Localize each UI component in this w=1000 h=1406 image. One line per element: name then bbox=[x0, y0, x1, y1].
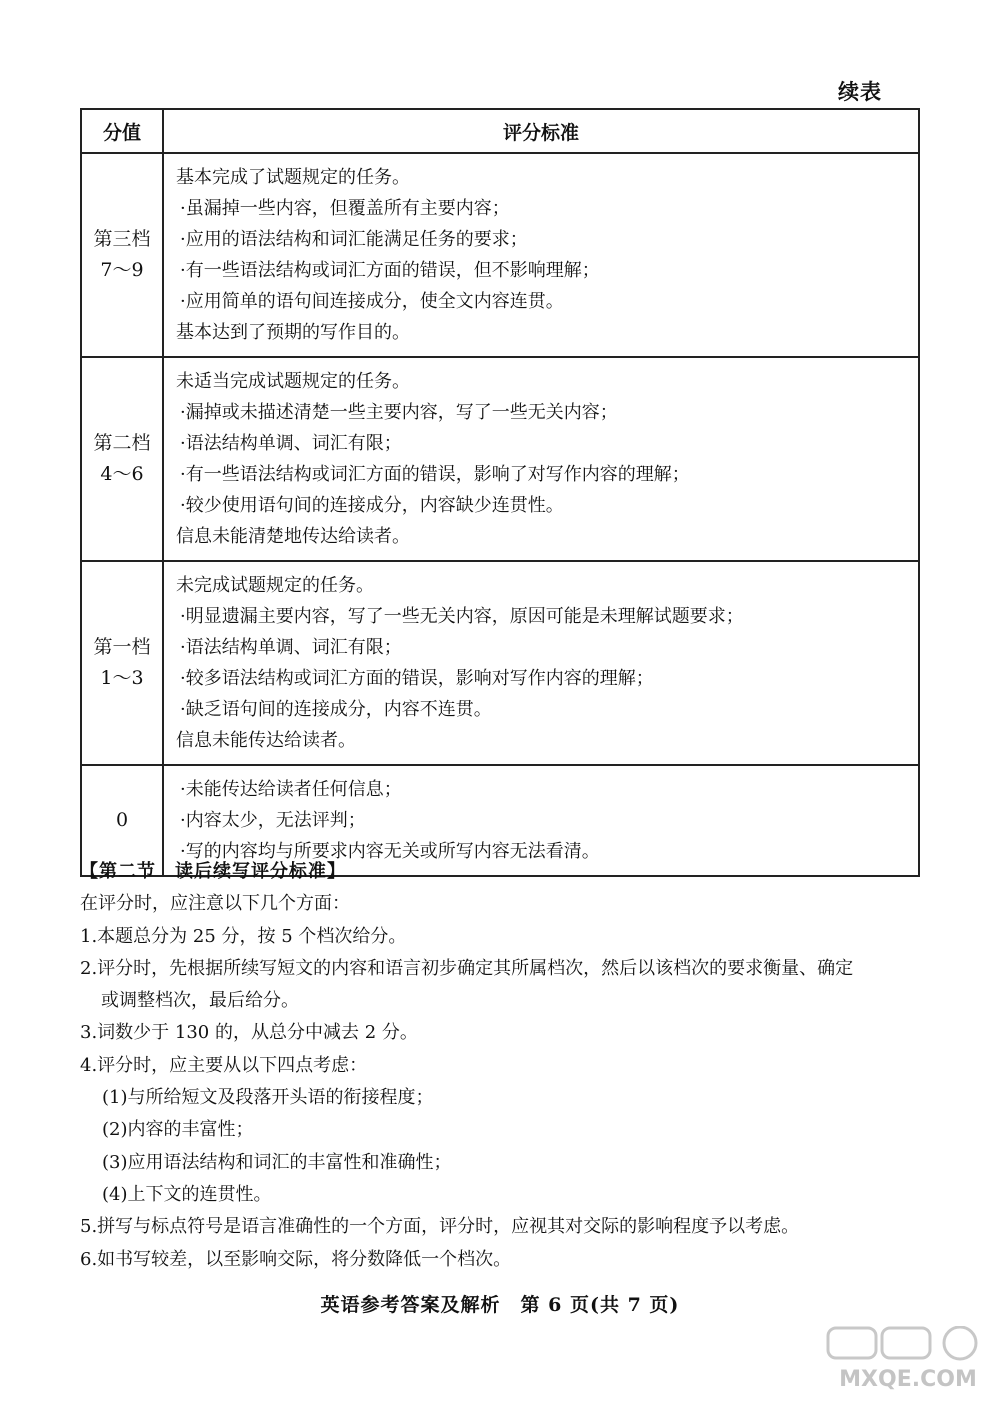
criteria-conclusion: 基本达到了预期的写作目的。 bbox=[176, 322, 410, 343]
criteria-cell bbox=[163, 357, 919, 561]
sub-list-item: (2)内容的丰富性； bbox=[102, 1119, 254, 1141]
criteria-lead: 未完成试题规定的任务。 bbox=[176, 575, 374, 596]
criteria-cell bbox=[163, 153, 919, 357]
level-range: 4～6 bbox=[100, 463, 144, 485]
list-item: 5.拼写与标点符号是语言准确性的一个方面，评分时，应视其对交际的影响程度予以考虑。 bbox=[80, 1216, 800, 1238]
sub-list-item: (4)上下文的连贯性。 bbox=[102, 1183, 272, 1205]
header-score: 分值 bbox=[81, 109, 163, 153]
criteria-bullet: ·语法结构单调、词汇有限； bbox=[180, 637, 402, 658]
watermark-text: MXQE.COM bbox=[839, 1367, 977, 1392]
score-cell bbox=[81, 357, 163, 561]
list-item: 3.词数少于 130 的，从总分中减去 2 分。 bbox=[80, 1022, 418, 1044]
score-cell bbox=[81, 153, 163, 357]
score-cell bbox=[81, 561, 163, 765]
table-header-row bbox=[81, 109, 919, 153]
criteria-bullet: ·内容太少，无法评判； bbox=[180, 810, 366, 831]
section-intro: 在评分时，应注意以下几个方面： bbox=[80, 893, 350, 915]
criteria-bullet: ·有一些语法结构或词汇方面的错误，影响了对写作内容的理解； bbox=[180, 464, 690, 485]
table-row-level-2 bbox=[81, 357, 919, 561]
criteria-lead: 基本完成了试题规定的任务。 bbox=[176, 167, 410, 188]
criteria-bullet: ·明显遗漏主要内容，写了一些无关内容，原因可能是未理解试题要求； bbox=[180, 606, 744, 627]
section-title: 【第二节 读后续写评分标准】 bbox=[80, 861, 346, 882]
criteria-bullet: ·未能传达给读者任何信息； bbox=[180, 779, 402, 800]
scoring-rubric-table bbox=[80, 108, 920, 877]
level-name: 第三档 bbox=[93, 228, 151, 250]
table-row-level-1 bbox=[81, 561, 919, 765]
level-name: 第一档 bbox=[93, 636, 151, 658]
list-item: 6.如书写较差，以至影响交际，将分数降低一个档次。 bbox=[80, 1248, 512, 1270]
criteria-bullet: ·应用的语法结构和词汇能满足任务的要求； bbox=[180, 229, 528, 250]
level-name: 0 bbox=[115, 809, 129, 831]
list-item-continuation: 或调整档次，最后给分。 bbox=[101, 990, 299, 1012]
sub-list-item: (1)与所给短文及段落开头语的衔接程度； bbox=[102, 1087, 434, 1109]
watermark-logo bbox=[824, 1326, 992, 1392]
level-range: 7～9 bbox=[100, 259, 144, 281]
criteria-bullet: ·应用简单的语句间连接成分，使全文内容连贯。 bbox=[180, 291, 564, 312]
list-item: 4.评分时，应主要从以下四点考虑： bbox=[80, 1054, 368, 1076]
criteria-bullet: ·虽漏掉一些内容，但覆盖所有主要内容； bbox=[180, 198, 510, 219]
criteria-bullet: ·写的内容均与所要求内容无关或所写内容无法看清。 bbox=[180, 841, 600, 862]
list-item: 1.本题总分为 25 分，按 5 个档次给分。 bbox=[80, 925, 407, 947]
page-footer: 英语参考答案及解析 第 6 页(共 7 页) bbox=[320, 1294, 680, 1316]
sub-list-item: (3)应用语法结构和词汇的丰富性和准确性； bbox=[102, 1151, 452, 1173]
criteria-bullet: ·缺乏语句间的连接成分，内容不连贯。 bbox=[180, 699, 492, 720]
criteria-bullet: ·较少使用语句间的连接成分，内容缺少连贯性。 bbox=[180, 495, 564, 516]
criteria-bullet: ·有一些语法结构或词汇方面的错误，但不影响理解； bbox=[180, 260, 600, 281]
criteria-bullet: ·漏掉或未描述清楚一些主要内容，写了一些无关内容； bbox=[180, 402, 618, 423]
criteria-lead: 未适当完成试题规定的任务。 bbox=[176, 371, 410, 392]
level-range: 1～3 bbox=[100, 667, 144, 689]
criteria-cell bbox=[163, 561, 919, 765]
table-row-level-3 bbox=[81, 153, 919, 357]
criteria-bullet: ·较多语法结构或词汇方面的错误，影响对写作内容的理解； bbox=[180, 668, 654, 689]
section-2-continuation-writing bbox=[80, 856, 940, 1276]
header-criteria: 评分标准 bbox=[163, 109, 919, 153]
criteria-bullet: ·语法结构单调、词汇有限； bbox=[180, 433, 402, 454]
criteria-conclusion: 信息未能清楚地传达给读者。 bbox=[176, 526, 410, 547]
criteria-conclusion: 信息未能传达给读者。 bbox=[176, 730, 356, 751]
level-name: 第二档 bbox=[93, 432, 151, 454]
continued-table-label: 续表 bbox=[838, 79, 882, 104]
list-item: 2.评分时，先根据所续写短文的内容和语言初步确定其所属档次，然后以该档次的要求衡量、确定 bbox=[80, 957, 854, 979]
watermark-icon bbox=[824, 1326, 992, 1392]
